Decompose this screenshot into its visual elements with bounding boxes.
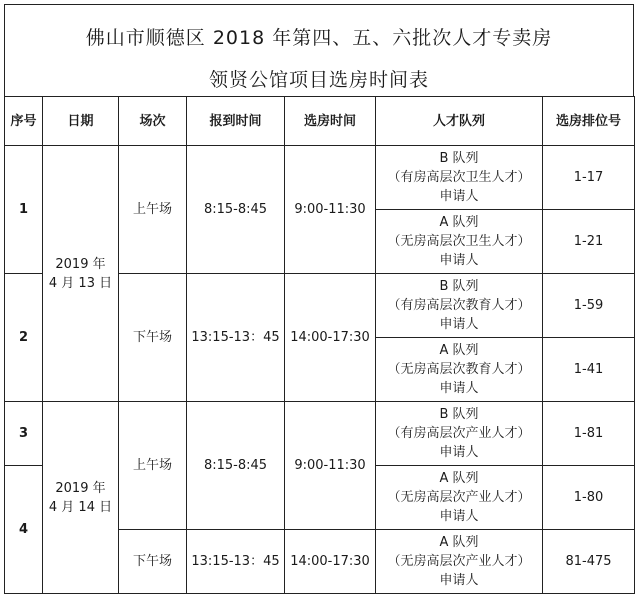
checkin-cell: 8:15-8:45 [187,402,285,530]
team-applicant: 申请人 [439,381,479,396]
date-day: 4 月 13 日 [48,275,113,291]
team-cell [376,274,543,338]
title-line-2: 领贤公馆项目选房时间表 [208,69,429,91]
header-date: 日期 [43,97,119,146]
seq-cell: 4 [5,466,43,594]
header-session: 场次 [119,97,187,146]
seq-cell: 2 [5,274,43,402]
session-cell: 上午场 [119,146,187,274]
team-applicant: 申请人 [439,253,479,268]
header-team: 人才队列 [376,97,543,146]
team-cell [376,210,543,274]
title-line-1: 佛山市顺德区 2018 年第四、五、六批次人才专卖房 [85,27,553,49]
team-desc: （无房高层次卫生人才） [387,234,531,249]
header-rank: 选房排位号 [543,97,635,146]
team-name: A 队列 [439,471,479,486]
seq-cell: 3 [5,402,43,466]
select-time-cell: 9:00-11:30 [285,146,376,274]
date-cell [43,146,119,402]
checkin-cell: 13:15-13：45 [187,274,285,402]
rank-cell: 1-59 [543,274,635,338]
table-row [5,402,635,466]
session-cell: 下午场 [119,274,187,402]
team-applicant: 申请人 [439,445,479,460]
select-time-cell: 9:00-11:30 [285,402,376,530]
team-desc: （有房高层次产业人才） [387,426,531,441]
date-year: 2019 年 [55,480,106,496]
team-name: B 队列 [439,151,479,166]
rank-cell: 1-41 [543,338,635,402]
team-cell [376,146,543,210]
team-applicant: 申请人 [439,573,479,588]
rank-cell: 1-81 [543,402,635,466]
checkin-cell: 13:15-13：45 [187,530,285,594]
schedule-table [4,96,635,594]
team-cell [376,402,543,466]
team-name: A 队列 [439,535,479,550]
team-desc: （有房高层次卫生人才） [387,170,531,185]
date-year: 2019 年 [55,256,106,272]
team-name: B 队列 [439,279,479,294]
select-time-cell: 14:00-17:30 [285,274,376,402]
team-name: A 队列 [439,215,479,230]
session-cell: 上午场 [119,402,187,530]
title-box [4,4,634,97]
rank-cell: 1-21 [543,210,635,274]
team-applicant: 申请人 [439,509,479,524]
header-seq: 序号 [5,97,43,146]
session-cell: 下午场 [119,530,187,594]
team-desc: （有房高层次教育人才） [387,298,531,313]
team-applicant: 申请人 [439,317,479,332]
date-cell [43,402,119,594]
header-row [5,97,635,146]
team-cell [376,530,543,594]
select-time-cell: 14:00-17:30 [285,530,376,594]
rank-cell: 81-475 [543,530,635,594]
team-desc: （无房高层次教育人才） [387,362,531,377]
rank-cell: 1-17 [543,146,635,210]
header-select: 选房时间 [285,97,376,146]
team-desc: （无房高层次产业人才） [387,554,531,569]
rank-cell: 1-80 [543,466,635,530]
team-cell [376,466,543,530]
checkin-cell: 8:15-8:45 [187,146,285,274]
team-cell [376,338,543,402]
team-desc: （无房高层次产业人才） [387,490,531,505]
table-row [5,146,635,210]
header-checkin: 报到时间 [187,97,285,146]
seq-cell: 1 [5,146,43,274]
date-day: 4 月 14 日 [48,499,113,515]
team-applicant: 申请人 [439,189,479,204]
team-name: B 队列 [439,407,479,422]
team-name: A 队列 [439,343,479,358]
